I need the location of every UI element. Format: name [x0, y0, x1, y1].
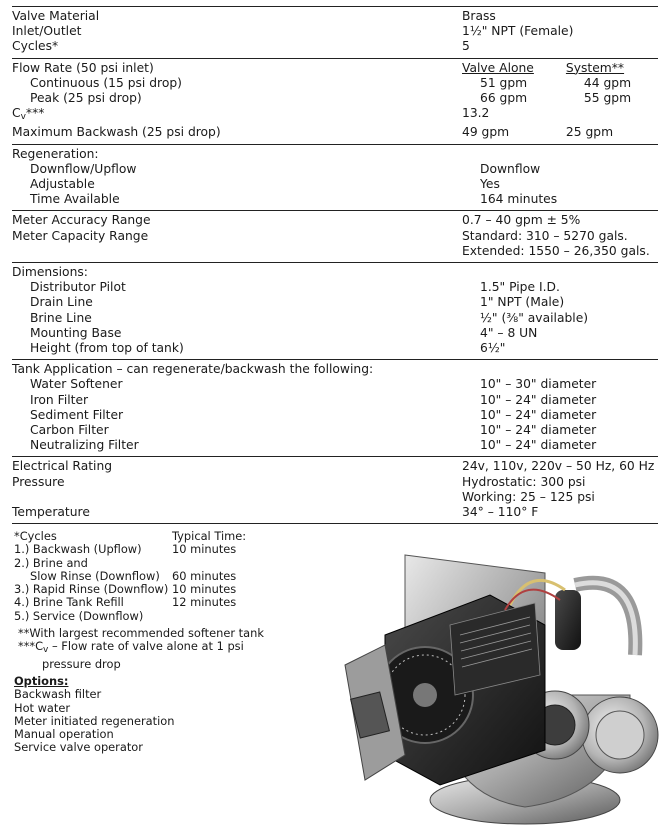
spec-row-meter-accuracy: [12, 213, 658, 228]
section-meter: [12, 210, 658, 262]
spec-label: Valve Material: [12, 9, 100, 23]
spec-value: 164 minutes: [480, 192, 558, 207]
cycle-item: [14, 596, 334, 609]
spec-value-system: 55 gpm: [583, 91, 632, 106]
spec-value-valve: 66 gpm: [480, 91, 528, 106]
spec-row-electrical-rating: [12, 459, 658, 474]
spec-value-valve: 49 gpm: [462, 125, 510, 140]
column-header-valve-alone: Valve Alone: [462, 60, 534, 75]
spec-value: Hydrostatic: 300 psi: [462, 474, 586, 489]
option-item: Manual operation: [14, 727, 114, 742]
spec-value-system: 44 gpm: [583, 75, 632, 90]
spec-row-inlet-outlet: [12, 24, 658, 39]
spec-row-neutralizing-filter: [12, 438, 658, 453]
spec-value: Brass: [462, 9, 496, 23]
spec-row-water-softener: [12, 377, 658, 392]
footnote-cv-line2: pressure drop: [42, 656, 121, 671]
spec-value: 1" NPT (Male): [480, 295, 565, 310]
spec-label: Temperature: [12, 505, 90, 520]
spec-row-carbon-filter: [12, 423, 658, 438]
spec-label: Meter Accuracy Range: [12, 213, 151, 228]
section-flow: [12, 58, 658, 144]
spec-label: Drain Line: [30, 295, 93, 310]
spec-value: 0.7 – 40 gpm ± 5%: [462, 213, 581, 228]
spec-value: 5: [462, 39, 470, 54]
spec-label: Peak (25 psi drop): [30, 91, 142, 106]
section-dimensions: [12, 262, 658, 359]
cycle-time: 10 minutes: [172, 582, 237, 597]
spec-value: Yes: [480, 177, 500, 192]
option-item: Backwash filter: [14, 687, 102, 702]
spec-label: Adjustable: [30, 177, 95, 192]
cycle-item: [14, 570, 334, 583]
spec-label: Time Available: [30, 192, 120, 207]
spec-row-downflow-upflow: [12, 162, 658, 177]
spec-label: Electrical Rating: [12, 459, 113, 474]
spec-row-distributor-pilot: [12, 280, 658, 295]
spec-label: Sediment Filter: [30, 407, 124, 422]
spec-value: 10" – 24" diameter: [480, 423, 597, 438]
section-heading: Tank Application – can regenerate/backwash the following:: [12, 362, 374, 377]
spec-row-pressure: [12, 475, 658, 490]
spec-row-adjustable: [12, 177, 658, 192]
spec-label: Water Softener: [30, 377, 123, 392]
cycles-header: [14, 530, 334, 543]
section-heading: Dimensions:: [12, 265, 88, 280]
spec-value: 10" – 24" diameter: [480, 407, 597, 422]
spec-value: Standard: 310 – 5270 gals.: [462, 228, 628, 243]
section-regeneration: [12, 144, 658, 211]
options-heading: Options:: [14, 673, 69, 688]
footnote-cv: $***C_v$ – Flow rate of valve alone at 1 psi: [18, 639, 244, 656]
spec-label-cv: $C_v***$: [12, 106, 45, 123]
spec-row-iron-filter: [12, 393, 658, 408]
spec-row-brine-line: [12, 311, 658, 326]
spec-row-pressure-working: [12, 490, 658, 505]
spec-value-system: 25 gpm: [565, 125, 614, 140]
cycle-label: 2.) Brine and: [14, 555, 88, 570]
cycle-item: [14, 610, 334, 623]
spec-label: Continuous (15 psi drop): [30, 75, 182, 90]
spec-row-temperature: [12, 505, 658, 520]
column-header-system: System**: [565, 60, 625, 75]
spec-row-height: [12, 341, 658, 356]
spec-value: 10" – 24" diameter: [480, 438, 597, 453]
spec-value: 1.5" Pipe I.D.: [480, 280, 560, 295]
spec-value: 10" – 30" diameter: [480, 377, 597, 392]
spec-row-meter-capacity-extended: [12, 244, 658, 259]
spec-value: 10" – 24" diameter: [480, 392, 597, 407]
cycle-time: 60 minutes: [172, 568, 237, 583]
spec-label: Cycles*: [12, 39, 59, 54]
spec-value: ½" (⅜" available): [480, 310, 589, 325]
cycle-label: Slow Rinse (Downflow): [30, 568, 160, 583]
cycle-item: [14, 557, 334, 570]
cycle-time: 12 minutes: [172, 595, 237, 610]
spec-row-time-available: [12, 192, 658, 207]
spec-row-meter-capacity: [12, 229, 658, 244]
section-general: [12, 6, 658, 58]
spec-value: Downflow: [480, 161, 541, 176]
spec-value: 1½" NPT (Female): [462, 24, 574, 39]
cycle-item: [14, 543, 334, 556]
spec-label: Meter Capacity Range: [12, 228, 149, 243]
spec-value-valve: 51 gpm: [480, 75, 528, 90]
option-item: Hot water: [14, 700, 71, 715]
section-heading: Regeneration:: [12, 146, 99, 161]
section-tank-application: [12, 359, 658, 456]
spec-value: 6½": [480, 341, 506, 356]
option-item: Service valve operator: [14, 740, 143, 755]
cycles-heading: *Cycles: [14, 529, 57, 543]
valve-photo: [330, 545, 660, 830]
spec-label: Mounting Base: [30, 325, 122, 340]
spec-row-cv: [12, 106, 658, 125]
spec-row-cycles: [12, 39, 658, 54]
cycle-time: 10 minutes: [172, 542, 237, 557]
spec-value-valve: 13.2: [462, 106, 490, 121]
notes-block: [14, 530, 334, 755]
footnote-system: **With largest recommended softener tank: [18, 626, 264, 641]
spec-value: 34° – 110° F: [462, 505, 539, 520]
spec-row-drain-line: [12, 295, 658, 310]
spec-label: Carbon Filter: [30, 423, 109, 438]
spec-label: Distributor Pilot: [30, 280, 126, 295]
option-item: Meter initiated regeneration: [14, 713, 175, 728]
cycle-label: 4.) Brine Tank Refill: [14, 595, 124, 610]
spec-label: Iron Filter: [30, 392, 89, 407]
spec-row-valve-material: [12, 9, 658, 24]
spec-value: 24v, 110v, 220v – 50 Hz, 60 Hz: [462, 459, 655, 474]
cycle-label: 3.) Rapid Rinse (Downflow): [14, 582, 169, 597]
spec-row-continuous: [12, 76, 658, 91]
spec-label: Maximum Backwash (25 psi drop): [12, 125, 221, 140]
spec-label: Pressure: [12, 474, 65, 489]
spec-row-sediment-filter: [12, 408, 658, 423]
valve-illustration: [330, 545, 660, 830]
spec-table: [12, 6, 658, 524]
typical-time-heading: Typical Time:: [172, 529, 247, 543]
spec-value: 4" – 8 UN: [480, 325, 538, 340]
section-electrical: [12, 456, 658, 524]
spec-row-flow-header: [12, 61, 658, 76]
spec-label: Inlet/Outlet: [12, 24, 82, 39]
spec-label: Neutralizing Filter: [30, 438, 139, 453]
spec-label: Flow Rate (50 psi inlet): [12, 60, 154, 75]
spec-label: Brine Line: [30, 310, 92, 325]
spec-label: Height (from top of tank): [30, 341, 184, 356]
cycle-item: [14, 583, 334, 596]
cycle-label: 1.) Backwash (Upflow): [14, 542, 142, 557]
spec-row-peak: [12, 91, 658, 106]
cycle-label: 5.) Service (Downflow): [14, 608, 144, 623]
spec-label: Downflow/Upflow: [30, 161, 137, 176]
spec-row-backwash: [12, 125, 658, 140]
spec-value: Working: 25 – 125 psi: [462, 489, 595, 504]
spec-value: Extended: 1550 – 26,350 gals.: [462, 243, 650, 258]
spec-row-mounting-base: [12, 326, 658, 341]
